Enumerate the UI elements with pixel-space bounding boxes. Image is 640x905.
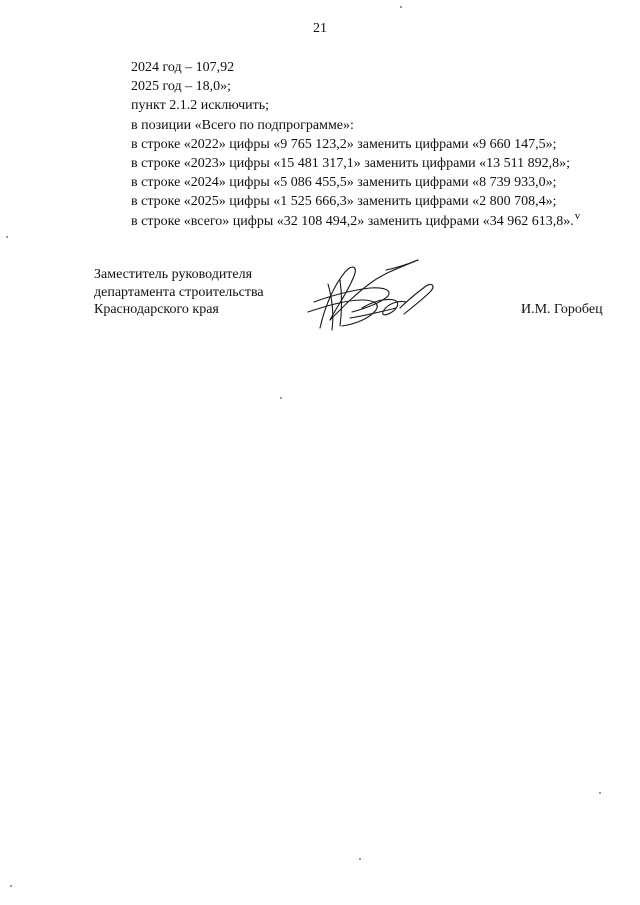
amendment-text [131,58,580,231]
end-mark: v [574,209,581,222]
scan-speck [400,6,402,8]
scan-speck [359,858,361,860]
handwritten-signature [300,250,440,340]
text-line: в строке «2025» цифры «1 525 666,3» заменить цифрами «2 800 708,4»; [131,194,557,210]
signer-name: И.М. Горобец [521,302,603,317]
text-line: 2025 год – 18,0»; [131,79,232,95]
text-line: в позиции «Всего по подпрограмме»: [131,117,354,133]
signatory-title [94,266,264,319]
page-number: 21 [313,21,327,36]
text-line-last [131,209,581,231]
signatory-title-line: Краснодарского края [94,302,219,317]
text-line: в строке «2024» цифры «5 086 455,5» заменить цифрами «8 739 933,0»; [131,175,557,191]
text-line: в строке «2022» цифры «9 765 123,2» заменить цифрами «9 660 147,5»; [131,136,557,152]
text-line: 2024 год – 107,92 [131,60,235,75]
scan-speck [280,397,282,399]
text-line: в строке «2023» цифры «15 481 317,1» заменить цифрами «13 511 892,8»; [131,156,571,172]
text-line: пункт 2.1.2 исключить; [131,98,270,114]
scan-speck [10,885,12,887]
scan-speck [599,792,601,794]
signatory-title-line: Заместитель руководителя [94,267,253,282]
text-line-content: в строке «всего» цифры «32 108 494,2» заменить цифрами «34 962 613,8». [131,213,574,229]
scan-speck [6,236,8,238]
signatory-title-line: департамента строительства [94,284,264,300]
